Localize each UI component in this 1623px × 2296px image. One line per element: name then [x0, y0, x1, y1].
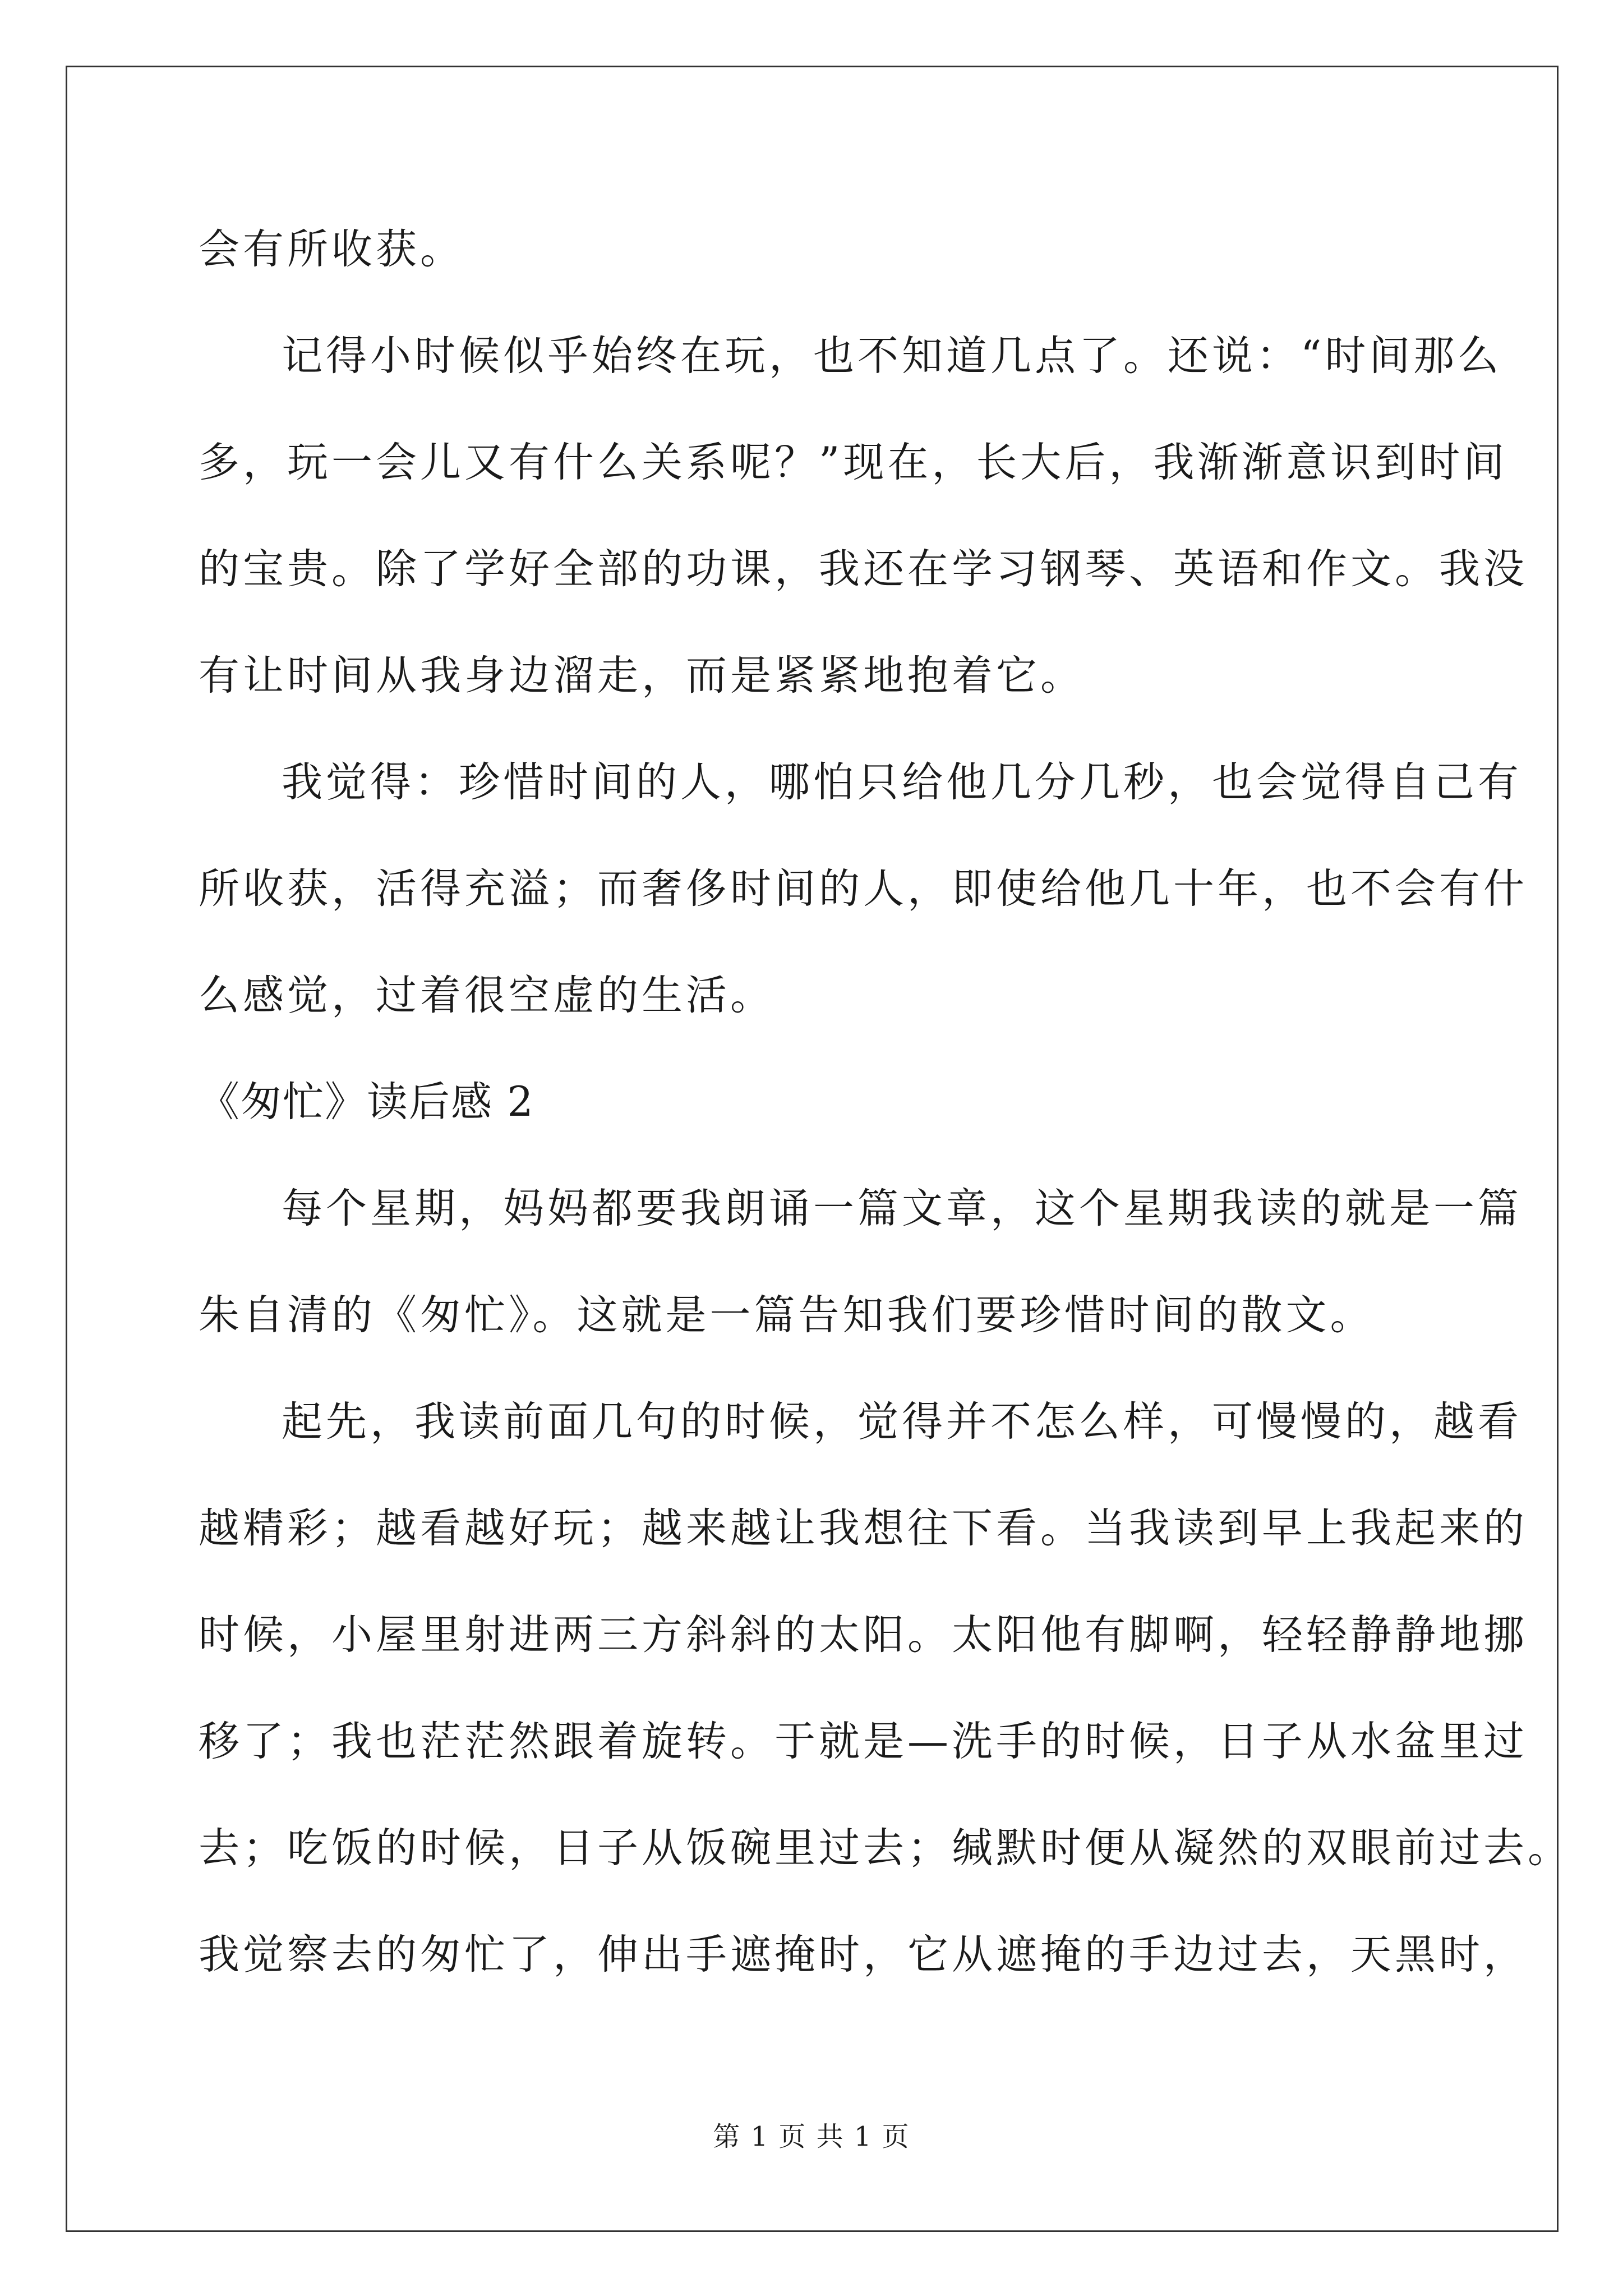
text-line: 会有所收获。 — [199, 226, 464, 273]
paragraph-start-line: 每个星期，妈妈都要我朗诵一篇文章，这个星期我读的就是一篇 — [282, 1185, 1522, 1232]
text-line: 的宝贵。除了学好全部的功课，我还在学习钢琴、英语和作文。我没 — [199, 545, 1528, 593]
text-line: 移了；我也茫茫然跟着旋转。于就是—洗手的时候，日子从水盆里过 — [199, 1718, 1528, 1765]
text-line: 时候，小屋里射进两三方斜斜的太阳。太阳他有脚啊，轻轻静静地挪 — [199, 1611, 1528, 1659]
page-footer: 第 1 页 共 1 页 — [713, 2121, 910, 2152]
text-line: 越精彩；越看越好玩；越来越让我想往下看。当我读到早上我起来的 — [199, 1504, 1528, 1552]
text-line: 么感觉，过着很空虚的生活。 — [199, 972, 774, 1019]
text-line: 去；吃饭的时候，日子从饭碗里过去；缄默时便从凝然的双眼前过去。 — [199, 1824, 1572, 1872]
text-line: 多，玩一会儿又有什么关系呢？”现在，长大后，我渐渐意识到时间 — [199, 439, 1508, 486]
paragraph-start-line: 记得小时候似乎始终在玩，也不知道几点了。还说：“时间那么 — [282, 332, 1502, 380]
text-line: 有让时间从我身边溜走，而是紧紧地抱着它。 — [199, 652, 1085, 700]
paragraph-start-line: 我觉得：珍惜时间的人，哪怕只给他几分几秒，也会觉得自己有 — [282, 758, 1522, 806]
paragraph-start-line: 起先，我读前面几句的时候，觉得并不怎么样，可慢慢的，越看 — [282, 1398, 1522, 1446]
text-line: 朱自清的《匆忙》。这就是一篇告知我们要珍惜时间的散文。 — [199, 1291, 1375, 1339]
document-body — [199, 208, 1572, 2019]
text-line: 所收获，活得充溢；而奢侈时间的人，即使给他几十年，也不会有什 — [199, 865, 1528, 913]
section-heading: 《匆忙》读后感 2 — [199, 1078, 534, 1126]
text-line: 我觉察去的匆忙了，伸出手遮掩时，它从遮掩的手边过去，天黑时， — [199, 1931, 1528, 1978]
